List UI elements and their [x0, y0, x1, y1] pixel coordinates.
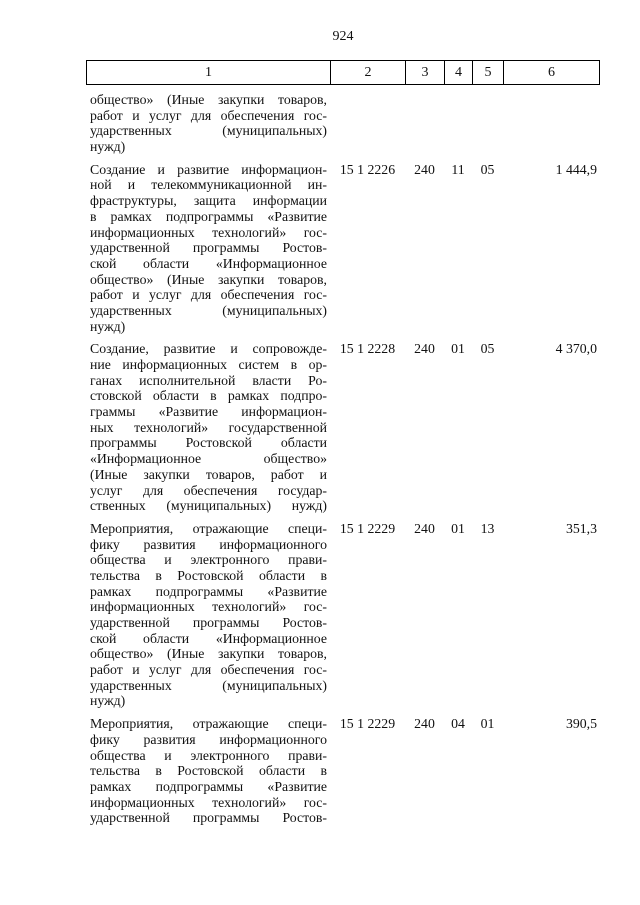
- budget-table: [86, 60, 600, 833]
- amount-cell: 351,3: [565, 520, 597, 536]
- section-cell: 04: [451, 716, 465, 732]
- row-description: [86, 716, 330, 826]
- header-cell: 4: [444, 61, 472, 84]
- amount-cell: 390,5: [565, 716, 597, 732]
- description-line: ной и телекоммуникационной ин-: [90, 177, 327, 193]
- subsection-cell: 05: [480, 341, 495, 357]
- description-line: информационных технологий» гос-: [90, 794, 327, 810]
- row-description: [86, 162, 330, 335]
- description-line: услуг для обеспечения государ-: [90, 482, 327, 498]
- subsection-cell: 05: [480, 161, 495, 177]
- description-line: ударственных (муниципальных): [90, 123, 327, 139]
- table-row: [86, 521, 600, 709]
- header-cell: 5: [472, 61, 503, 84]
- description-line: Мероприятия, отражающие специ-: [90, 520, 327, 536]
- description-line: ных технологий» государственной: [90, 419, 327, 435]
- section-cell: [444, 92, 472, 155]
- description-line: Создание и развитие информацион-: [90, 161, 327, 177]
- description-line: тельства в Ростовской области в: [90, 763, 327, 779]
- description-line: «Информационное общество»: [90, 451, 327, 467]
- amount-cell: [503, 92, 600, 155]
- code-cell: 15 1 2228: [339, 341, 396, 357]
- expense-type-cell: 240: [414, 520, 435, 536]
- description-line: работ и услуг для обеспечения гос-: [90, 287, 327, 303]
- subsection-cell: 01: [480, 716, 495, 732]
- expense-type-cell: 240: [414, 161, 435, 177]
- description-line: фику развития информационного: [90, 536, 327, 552]
- description-line: работ и услуг для обеспечения гос-: [90, 107, 327, 123]
- description-line: ударственных (муниципальных): [90, 677, 327, 693]
- description-line: рамках подпрограммы «Развитие: [90, 583, 327, 599]
- description-line: Создание, развитие и сопровожде-: [90, 341, 327, 357]
- code-cell: 15 1 2229: [339, 520, 396, 536]
- subsection-cell: [472, 92, 503, 155]
- subsection-cell: 13: [480, 520, 495, 536]
- description-line: ской области «Информационное: [90, 255, 327, 271]
- description-line: ударственной программы Ростов-: [90, 615, 327, 630]
- description-line: ганах исполнительной власти Ро-: [90, 372, 327, 388]
- expense-type-cell: 240: [414, 716, 435, 732]
- description-line: ударственных (муниципальных): [90, 302, 327, 318]
- description-line: общества и электронного прави-: [90, 552, 327, 568]
- page-number: 924: [332, 29, 354, 44]
- description-line: фраструктуры, защита информации: [90, 193, 327, 209]
- description-line: информационных технологий» гос-: [90, 224, 327, 240]
- row-description: [86, 92, 330, 155]
- description-line: общество» (Иные закупки товаров,: [90, 271, 327, 287]
- description-line: нужд): [90, 139, 126, 155]
- amount-cell: 1 444,9: [555, 161, 597, 177]
- section-cell: 11: [451, 161, 465, 177]
- description-line: ние информационных систем в ор-: [90, 357, 327, 372]
- description-line: ской области «Информационное: [90, 630, 327, 646]
- row-description: [86, 341, 330, 514]
- header-cell: 2: [330, 61, 405, 84]
- expense-type-cell: 240: [414, 341, 435, 357]
- code-cell: 15 1 2229: [339, 716, 396, 732]
- header-cell: 6: [503, 61, 599, 84]
- description-line: рамках подпрограммы «Развитие: [90, 778, 327, 794]
- description-line: граммы «Развитие информацион-: [90, 404, 327, 420]
- description-line: тельства в Ростовской области в: [90, 567, 327, 583]
- row-description: [86, 521, 330, 709]
- table-header: [86, 60, 600, 85]
- expense-type-cell: [405, 92, 444, 155]
- description-line: информационных технологий» гос-: [90, 599, 327, 615]
- description-line: работ и услуг для обеспечения гос-: [90, 662, 327, 678]
- description-line: Мероприятия, отражающие специ-: [90, 716, 327, 732]
- description-line: в рамках подпрограммы «Развитие: [90, 208, 327, 224]
- description-line: общество» (Иные закупки товаров,: [90, 646, 327, 662]
- table-row: [86, 716, 600, 826]
- description-line: ударственной программы Ростов-: [90, 240, 327, 256]
- table-row: [86, 162, 600, 335]
- description-line: фику развития информационного: [90, 731, 327, 747]
- code-cell: 15 1 2226: [339, 161, 396, 177]
- description-line: нужд): [90, 318, 126, 334]
- description-line: (Иные закупки товаров, работ и: [90, 466, 327, 482]
- amount-cell: 4 370,0: [555, 341, 597, 357]
- section-cell: 01: [451, 341, 465, 357]
- header-cell: 3: [405, 61, 444, 84]
- table-body: [86, 85, 600, 826]
- description-line: общества и электронного прави-: [90, 747, 327, 763]
- code-cell: [330, 92, 405, 155]
- description-line: стовской области в рамках подпро-: [90, 388, 327, 404]
- description-line: общество» (Иные закупки товаров,: [90, 92, 327, 107]
- description-line: нужд): [90, 693, 126, 709]
- description-line: ственных (муниципальных) нужд): [90, 498, 327, 514]
- header-cell: 1: [205, 64, 212, 80]
- table-row: [86, 92, 600, 155]
- table-row: [86, 341, 600, 514]
- section-cell: 01: [451, 520, 465, 536]
- description-line: программы Ростовской области: [90, 435, 327, 451]
- description-line: ударственной программы Ростов-: [90, 810, 327, 826]
